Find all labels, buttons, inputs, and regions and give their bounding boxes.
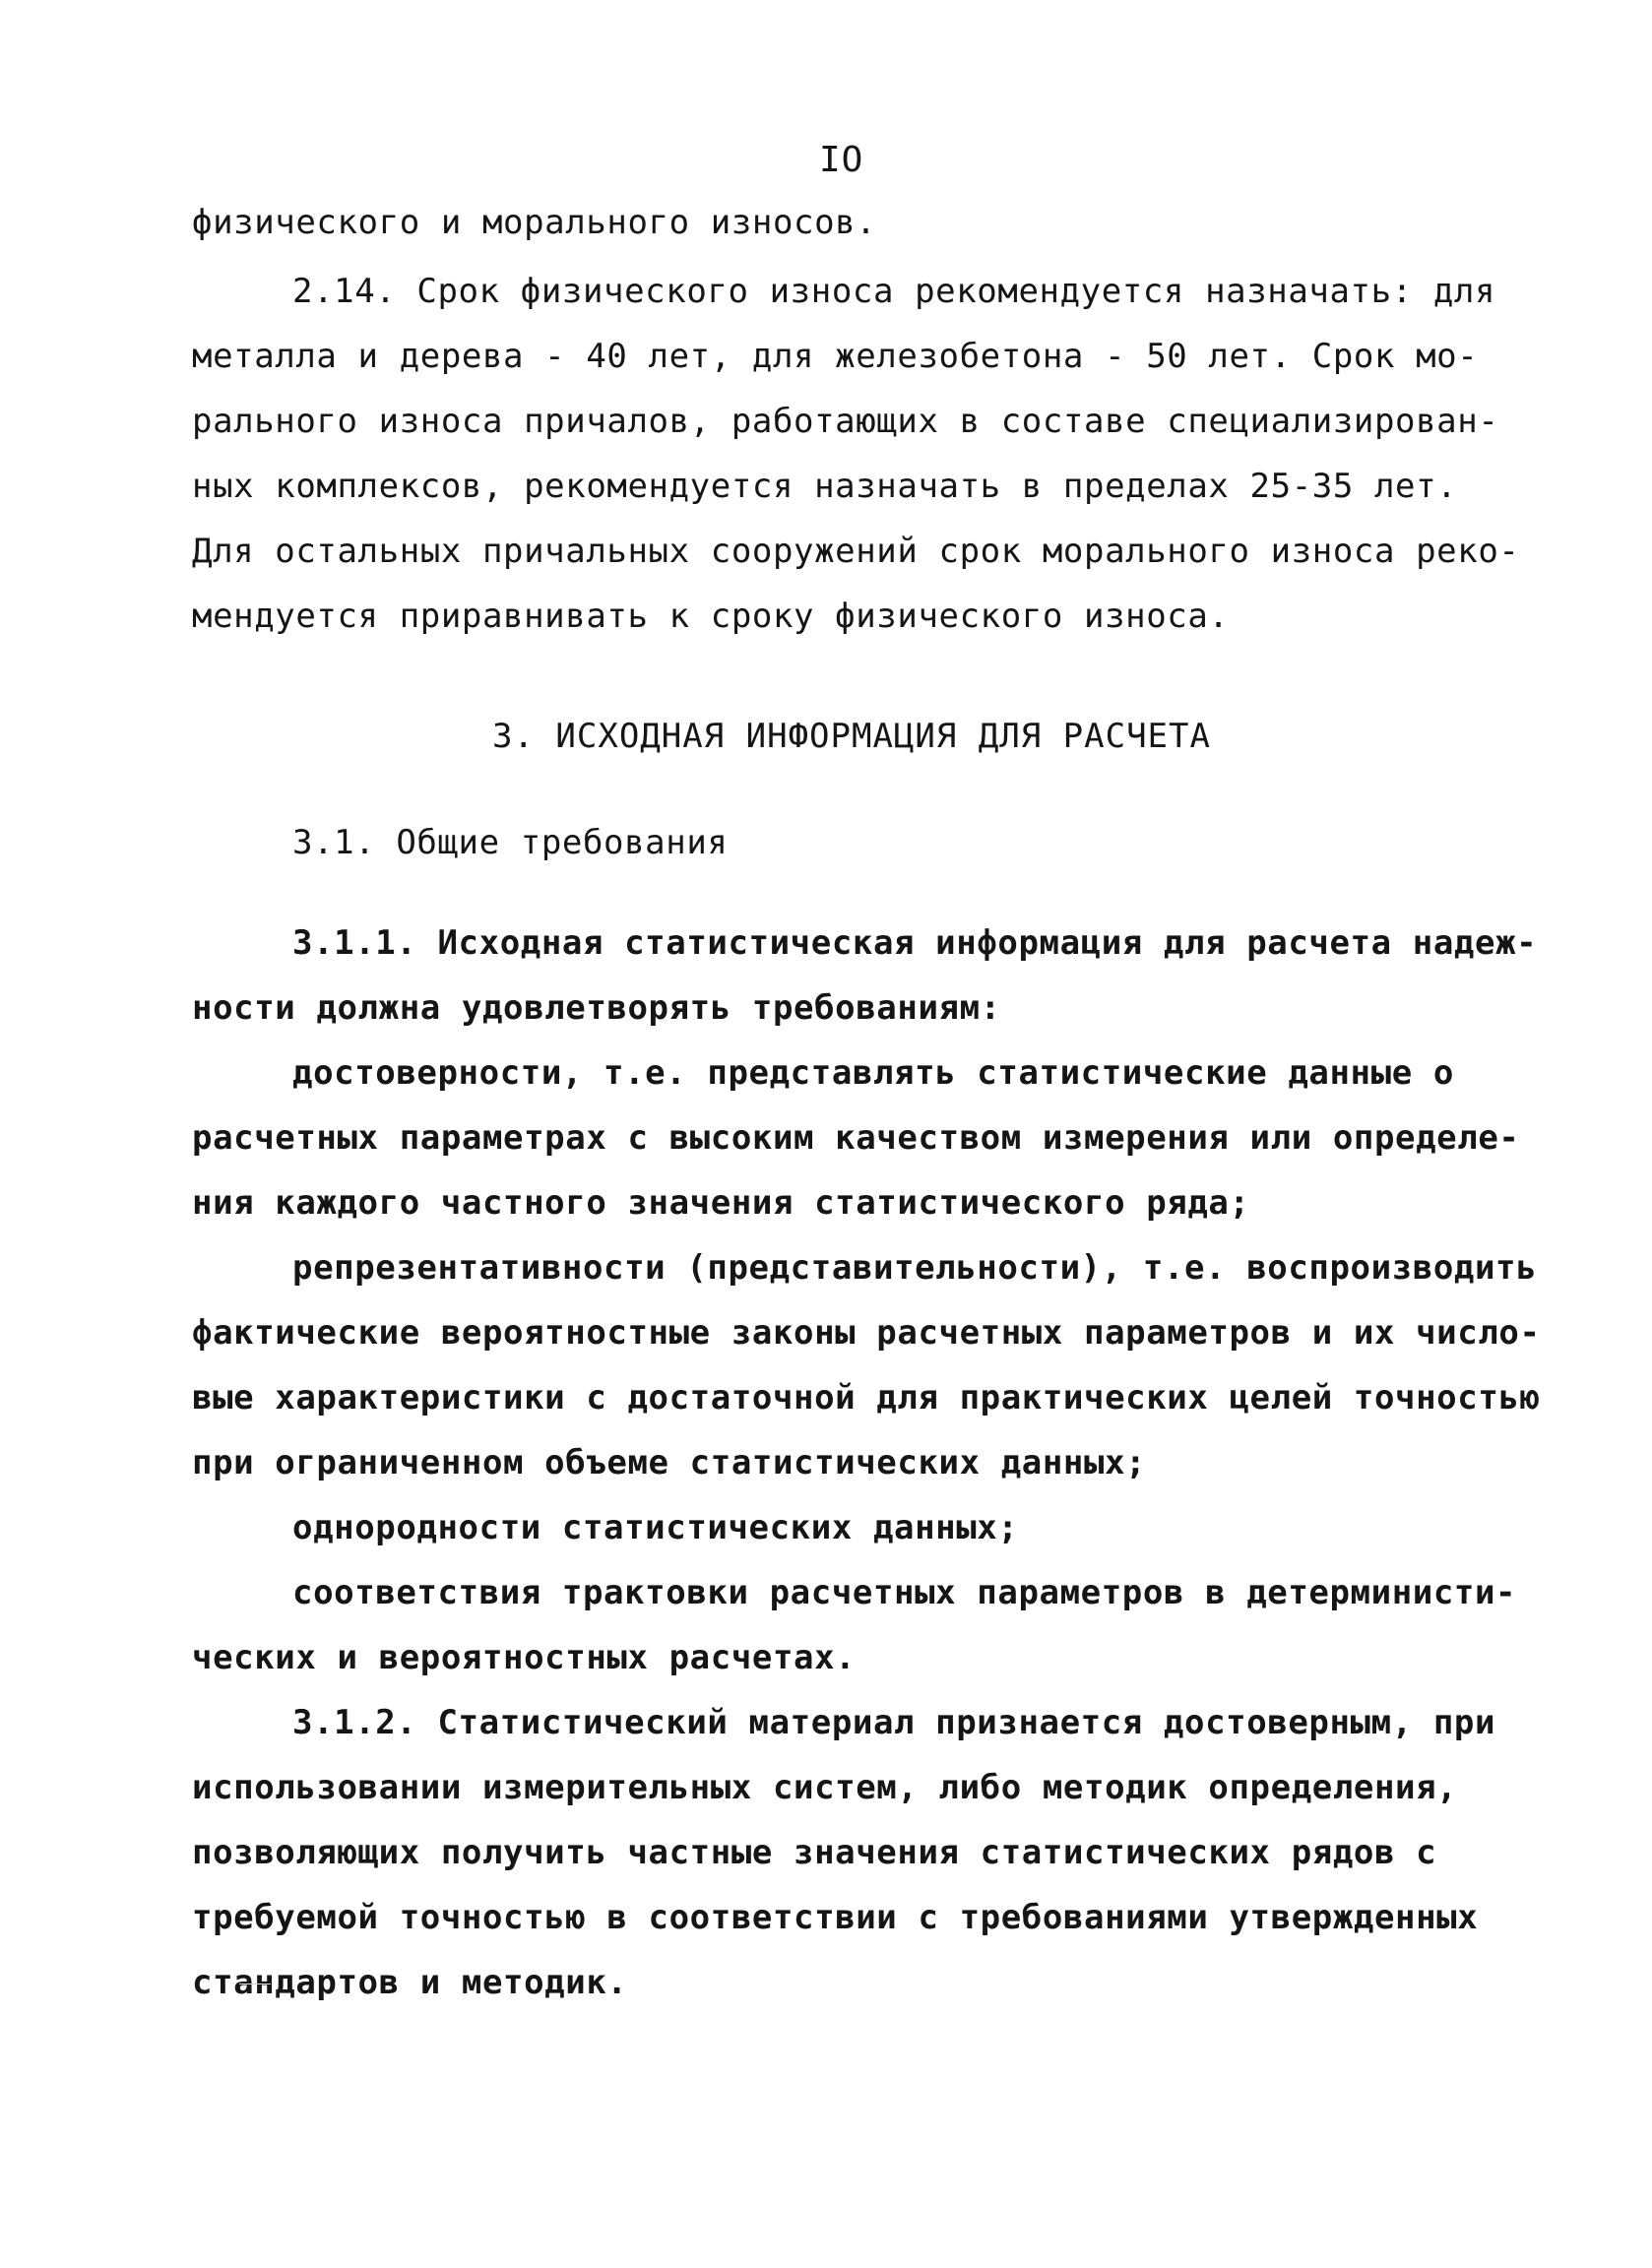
text-line: ности должна удовлетворять требованиям: (192, 988, 1001, 1028)
text-line: однородности статистических данных; (292, 1508, 1019, 1547)
text-line: 3.1.2. Статистический материал признается достоверным, при (292, 1703, 1496, 1742)
text-line: физического и морального износов. (192, 203, 877, 242)
page-number: IO (819, 140, 864, 180)
text-line: 3.1.1. Исходная статистическая информация для расчета надеж- (292, 923, 1538, 963)
text-line: вые характеристики с достаточной для практических целей точностью (192, 1378, 1541, 1418)
text-line: мендуется приравнивать к сроку физического износа. (192, 597, 1230, 636)
text-line: рального износа причалов, работающих в составе специализирован- (192, 402, 1499, 441)
text-line: требуемой точностью в соответствии с требованиями утвержденных (192, 1898, 1479, 1937)
text-line: стандартов и методик. (192, 1963, 628, 2002)
text-line: ческих и вероятностных расчетах. (192, 1638, 857, 1677)
text-line: 2.14. Срок физического износа рекомендуется назначать: для (292, 272, 1496, 311)
text-line: фактические вероятностные законы расчетных параметров и их число- (192, 1313, 1541, 1353)
text-line: репрезентативности (представительности), т.е. воспроизводить (292, 1248, 1538, 1288)
section-heading: 3. ИСХОДНАЯ ИНФОРМАЦИЯ ДЛЯ РАСЧЕТА (492, 717, 1211, 756)
text-line: расчетных параметрах с высоким качеством измерения или определе- (192, 1118, 1520, 1158)
text-line: ния каждого частного значения статистического ряда; (192, 1183, 1250, 1223)
text-line: использовании измерительных систем, либо методик определения, (192, 1768, 1458, 1807)
text-line: Для остальных причальных сооружений срок морального износа реко- (192, 532, 1520, 571)
text-line: соответствия трактовки расчетных параметров в детерминисти- (292, 1573, 1517, 1612)
text-line: достоверности, т.е. представлять статистические данные о (292, 1053, 1454, 1093)
subheading: 3.1. Общие требования (292, 823, 729, 862)
text-line: при ограниченном объеме статистических данных; (192, 1443, 1147, 1482)
text-line: металла и дерева - 40 лет, для железобетона - 50 лет. Срок мо- (192, 337, 1479, 376)
text-line: позволяющих получить частные значения статистических рядов с (192, 1833, 1437, 1872)
text-line: ных комплексов, рекомендуется назначать в пределах 25-35 лет. (192, 467, 1458, 506)
